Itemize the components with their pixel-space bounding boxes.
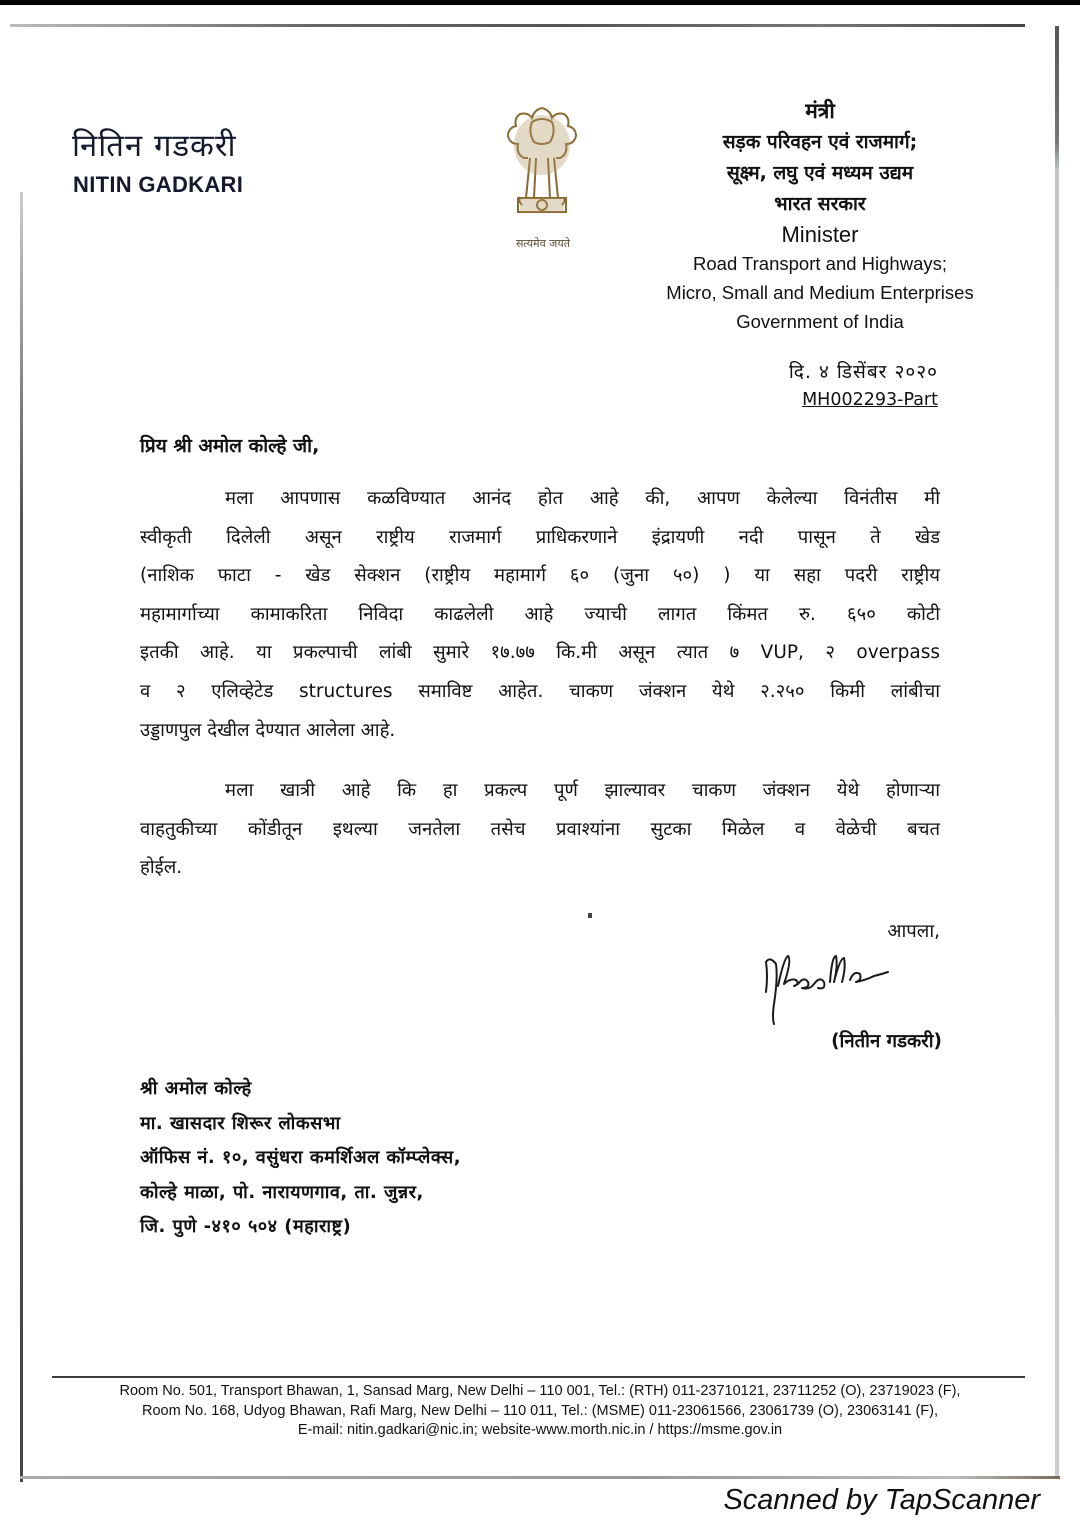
paragraph-line: व २ एलिव्हेटेड structures समाविष्ट आहेत. चाकण जंक्शन येथे २.२५० किमी लांबीचा	[140, 680, 940, 702]
sender-name-hindi: नितिन गडकरी	[72, 128, 237, 164]
paragraph-line: इतकी आहे. या प्रकल्पाची लांबी सुमारे १७.७७ कि.मी असून त्यात ७ VUP, २ overpass	[140, 642, 940, 664]
signature-icon	[752, 946, 962, 1026]
footer-line-transport-bhawan: Room No. 501, Transport Bhawan, 1, Sansad Marg, New Delhi – 110 001, Tel.: (RTH) 011-23710121, 23711252 (O), 23719023 (F),	[119, 1383, 961, 1399]
emblem-motto: सत्यमेव जयते	[515, 237, 570, 250]
address-line: ऑफिस नं. १०, वसुंधरा कमर्शिअल कॉम्प्लेक्स,	[140, 1147, 462, 1168]
national-emblem-icon	[492, 100, 592, 230]
designation-title-english: Minister	[781, 222, 859, 247]
body-paragraph-2	[140, 772, 940, 888]
paragraph-line: स्वीकृती दिलेली असून राष्ट्रीय राजमार्ग प्राधिकरणाने इंद्रायणी नदी पासून ते खेड	[140, 526, 940, 548]
designation-govt-english: Government of India	[736, 311, 904, 332]
address-line: जि. पुणे -४१० ५०४ (महाराष्ट्र)	[140, 1216, 352, 1237]
designation-ministry-hindi-2: सूक्ष्म, लघु एवं मध्यम उद्यम	[726, 162, 914, 184]
address-line: श्री अमोल कोल्हे	[140, 1078, 252, 1099]
letter-date: दि. ४ डिसेंबर २०२०	[788, 361, 938, 383]
scan-speck	[588, 913, 592, 918]
scan-edge-right	[1055, 26, 1059, 1476]
paragraph-line: मला आपणास कळविण्यात आनंद होत आहे की, आपण केलेल्या विनंतीस मी	[225, 488, 940, 509]
top-black-bar	[0, 0, 1080, 5]
date-reference-block	[789, 358, 938, 410]
paragraph-line: मला खात्री आहे कि हा प्रकल्प पूर्ण झाल्यावर चाकण जंक्शन येथे होणाऱ्या	[225, 780, 940, 801]
scan-edge-top	[10, 24, 1025, 27]
body-paragraph-1	[140, 480, 940, 750]
designation-ministry-english-1: Road Transport and Highways;	[693, 253, 947, 274]
address-line: कोल्हे माळा, पो. नारायणगाव, ता. जुन्नर,	[140, 1181, 424, 1203]
closing: आपला,	[887, 921, 940, 942]
designation-block	[630, 96, 1010, 336]
paragraph-line: महामार्गाच्या कामाकरिता निविदा काढलेली आहे ज्याची लागत किंमत रु. ६५० कोटी	[140, 603, 940, 625]
footer-line-contact-web: E-mail: nitin.gadkari@nic.in; website-www.morth.nic.in / https://msme.gov.in	[297, 1422, 783, 1438]
recipient-address	[140, 1072, 461, 1245]
footer-divider	[52, 1376, 1025, 1378]
paragraph-line: वाहतुकीच्या कोंडीतून इथल्या जनतेला तसेच प्रवाश्यांना सुटका मिळेल व वेळेची बचत	[140, 818, 940, 840]
designation-ministry-english-2: Micro, Small and Medium Enterprises	[666, 282, 974, 303]
reference-number: MH002293-Part	[802, 390, 938, 410]
designation-govt-hindi: भारत सरकार	[774, 193, 866, 215]
scanner-watermark: Scanned by TapScanner	[723, 1484, 1040, 1516]
designation-ministry-hindi-1: सड़क परिवहन एवं राजमार्ग;	[722, 131, 918, 153]
sender-name-english: NITIN GADKARI	[73, 172, 244, 197]
signatory-name: (नितीन गडकरी)	[831, 1031, 942, 1052]
paragraph-line: उड्डाणपुल देखील देण्यात आलेला आहे.	[140, 719, 396, 741]
salutation: प्रिय श्री अमोल कोल्हे जी,	[140, 435, 320, 457]
paragraph-line: (नाशिक फाटा - खेड सेक्शन (राष्ट्रीय महामार्ग ६० (जुना ५०) ) या सहा पदरी राष्ट्रीय	[140, 565, 940, 587]
footer-line-udyog-bhawan: Room No. 168, Udyog Bhawan, Rafi Marg, New Delhi – 110 011, Tel.: (MSME) 011-23061566, 23061739 (O), 23063141 (F),	[141, 1402, 939, 1419]
scan-edge-left	[20, 192, 23, 1482]
scan-edge-bottom	[20, 1476, 1060, 1479]
footer-contact	[40, 1382, 1040, 1441]
paragraph-line: होईल.	[140, 857, 183, 879]
address-line: मा. खासदार शिरूर लोकसभा	[140, 1112, 341, 1134]
designation-title-hindi: मंत्री	[805, 99, 835, 123]
